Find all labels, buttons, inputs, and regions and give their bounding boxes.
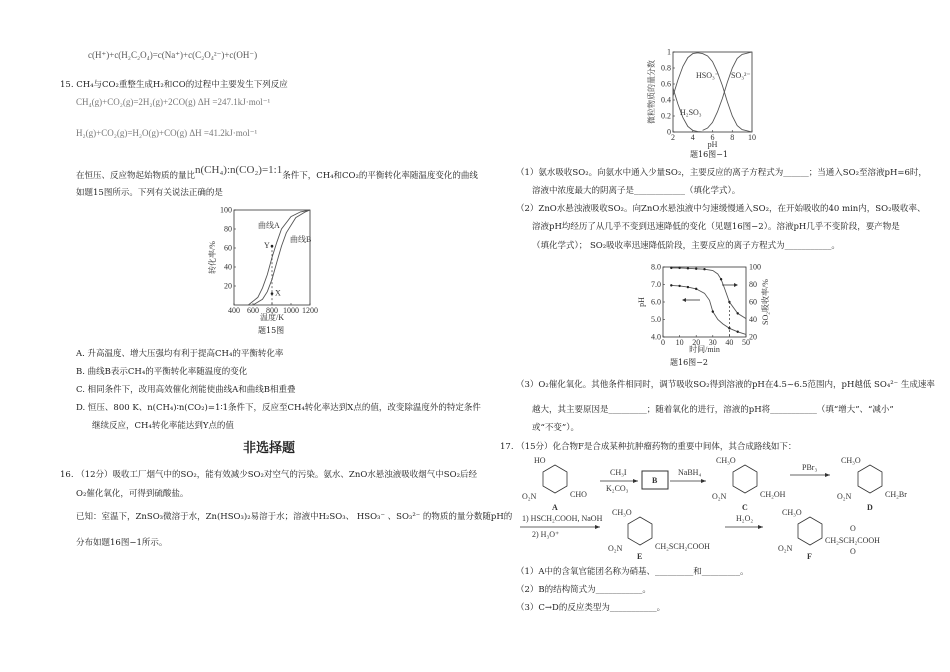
- y-axis-label: 转化率/%: [208, 241, 217, 274]
- q17-part-2: （2）B的结构简式为___________。: [516, 585, 651, 595]
- figure-16-2-chart: [630, 255, 780, 355]
- x-tick-label: 40: [725, 338, 734, 347]
- y-tick-label: 100: [220, 205, 232, 215]
- y-right-tick-label: 100: [749, 262, 761, 272]
- y-tick-label: 0.8: [661, 63, 671, 73]
- f-substituent-no2: O₂N: [778, 544, 793, 553]
- q15-ratio: n(CH₄):n(CO₂)=1:1: [195, 164, 283, 176]
- point-x: [271, 292, 274, 295]
- e-substituent-ch2sch2cooh: CH₂SCH₂COOH: [655, 542, 710, 551]
- series-line-2: [703, 52, 752, 130]
- x-tick-label: 400: [228, 306, 240, 315]
- q15-stem: 15. CH₄与CO₂重整生成H₂和CO的过程中主要发生下列反应: [60, 80, 288, 90]
- x-tick-label: 6: [710, 133, 715, 142]
- y-right-tick-label: 60: [749, 297, 757, 307]
- figure-15-chart: [210, 200, 330, 325]
- data-point: [695, 268, 697, 270]
- x-tick-label: 10: [675, 338, 684, 347]
- series-label-so3: SO₃²⁻: [731, 71, 751, 80]
- c-substituent-och3: CH₃O: [716, 456, 736, 465]
- reagent-h2o2: H₂O₂: [736, 514, 754, 523]
- x-tick-label: 1000: [283, 306, 299, 315]
- benzene-ring-e: [628, 517, 652, 545]
- q15-condition-b: 条件下，CH₄和CO₂的平衡转化率随温度变化的曲线: [282, 171, 478, 181]
- synthesis-scheme: [520, 455, 920, 560]
- q16-part-3-cont2: 或“不变”）。: [532, 423, 579, 433]
- benzene-ring-d: [858, 465, 882, 493]
- q15-option-c: C. 相同条件下，改用高效催化剂能使曲线A和曲线B相重叠: [76, 385, 296, 395]
- q16-known: 已知：室温下，ZnSO₃微溶于水，Zn(HSO₃)₂易溶于水；溶液中H₂SO₃、 HSO₃⁻ 、SO₃²⁻ 的物质的量分数随pH的: [76, 512, 513, 522]
- section-title: 非选择题: [243, 441, 296, 456]
- q16-stem-2: O₂催化氧化，可得到硫酸盐。: [76, 489, 189, 499]
- figure-16-1-chart: [640, 40, 770, 149]
- f-sulfonyl-o-bottom: O: [850, 547, 856, 556]
- reagent-hsch2cooh: 1) HSCH₂COOH, NaOH: [522, 514, 603, 523]
- a-substituent-no2: O₂N: [522, 492, 537, 501]
- y-right-tick-label: 20: [749, 332, 757, 342]
- a-substituent-ho: HO: [534, 456, 546, 465]
- benzene-ring-c: [733, 465, 757, 493]
- x-tick-label: 2: [671, 133, 675, 142]
- y-axis-label: 微粒物质的量分数: [647, 60, 656, 124]
- plot-frame: [673, 52, 752, 132]
- y-tick-label: 0.2: [661, 111, 671, 121]
- e-substituent-no2: O₂N: [608, 544, 623, 553]
- q17-part-1: （1）A中的含氧官能团名称为硝基、_________和_________。: [516, 567, 749, 577]
- y-tick-label: 8.0: [651, 262, 661, 272]
- y-tick-label: 0.6: [661, 79, 671, 89]
- q15-option-a: A. 升高温度、增大压强均有利于提高CH₄的平衡转化率: [76, 349, 284, 359]
- arrowhead-icon: [595, 525, 600, 529]
- q16-known-2: 分布如题16图−1所示。: [76, 538, 168, 548]
- f-sulfonyl-o-top: O: [850, 524, 856, 533]
- q15-option-b: B. 曲线B表示CH₄的平衡转化率随温度的变化: [76, 367, 248, 377]
- q16-part-2-cont2: （填化学式）； SO₂吸收率迅速降低阶段，主要反应的离子方程式为___________。: [532, 241, 840, 251]
- x-tick-label: 800: [266, 306, 278, 315]
- q16-part-1-cont: 溶液中浓度最大的阴离子是____________（填化学式）。: [532, 186, 741, 196]
- data-point: [670, 267, 672, 269]
- y-tick-label: 60: [224, 243, 232, 253]
- figure-16-1-caption: 题16图−1: [690, 150, 728, 159]
- f-substituent-och3: CH₃O: [782, 508, 802, 517]
- data-point: [737, 331, 739, 333]
- data-point: [712, 310, 714, 312]
- series-label-curve-a: 曲线A: [258, 221, 280, 230]
- q17-part-3: （3）C→D的反应类型为___________。: [516, 603, 666, 613]
- arrowhead-icon: [633, 479, 638, 483]
- y-tick-label: 5.0: [651, 315, 661, 324]
- q15-equation-2: H₂(g)+CO₂(g)=H₂O(g)+CO(g) ΔH =41.2kJ·mol⁻¹: [76, 128, 258, 138]
- q16-part-2-cont: 溶液pH均经历了从几乎不变到迅速降低的变化（见题16图−2）。溶液pH几乎不变阶段，要产物是: [532, 222, 900, 232]
- q15-option-d-cont: 继续反应，CH₄转化率能达到Y点的值: [92, 421, 234, 431]
- x-tick-label: 10: [748, 133, 756, 142]
- arrow-left-head: [682, 298, 686, 302]
- data-point: [720, 278, 722, 280]
- x-tick-label: 4: [690, 133, 695, 142]
- y-tick-label: 0: [667, 127, 671, 137]
- point-label-x: X: [275, 288, 281, 298]
- x-axis-label: pH: [707, 140, 718, 149]
- compound-c-label: C: [742, 503, 748, 512]
- figure-16-2-caption: 题16图−2: [670, 358, 708, 367]
- series-label-h2so3: H₂SO₃: [680, 108, 702, 117]
- x-tick-label: 0: [661, 338, 665, 347]
- y-right-axis-label: SO₂吸收率/%: [761, 279, 770, 325]
- reagent-k2co3: K₂CO₃: [606, 484, 629, 493]
- q16-part-3: （3）O₂催化氧化。其他条件相同时，调节吸收SO₂得到溶液的pH在4.5~6.5范围内，pH越低 SO₄²⁻ 生成速率: [516, 380, 935, 390]
- compound-d-label: D: [867, 503, 873, 512]
- benzene-ring-f: [798, 517, 822, 545]
- data-point: [687, 286, 689, 288]
- data-point: [695, 288, 697, 290]
- compound-a-label: A: [552, 503, 558, 512]
- y-tick-label: 0.4: [661, 95, 671, 105]
- data-point: [678, 267, 680, 269]
- e-substituent-och3: CH₃O: [612, 508, 632, 517]
- y-tick-label: 80: [224, 224, 232, 234]
- x-tick-label: 8: [730, 133, 735, 142]
- d-substituent-no2: O₂N: [837, 492, 852, 501]
- x-tick-label: 600: [247, 306, 259, 315]
- y-tick-label: 20: [224, 281, 232, 291]
- series-label-hso3: HSO₃⁻: [696, 71, 720, 80]
- point-y: [271, 245, 274, 248]
- x-tick-label: 1200: [302, 306, 318, 315]
- y-tick-label: 7.0: [651, 280, 661, 289]
- q15-condition-c: 如题15图所示。下列有关说法正确的是: [76, 188, 223, 198]
- q15-condition: [76, 165, 478, 182]
- x-tick-label: 20: [692, 338, 701, 347]
- x-axis-label: 时间/min: [689, 345, 720, 354]
- data-point: [703, 268, 705, 270]
- point-label-y: Y: [264, 241, 270, 251]
- q15-option-d: D. 恒压、800 K、n(CH₄)∶n(CO₂)=1∶1条件下，反应至CH₄转化率达到X点的值，改变除温度外的特定条件: [76, 403, 481, 413]
- benzene-ring-a: [543, 465, 567, 493]
- q17-stem: 17. （15分）化合物F是合成某种抗肿瘤药物的重要中间体，其合成路线如下：: [500, 442, 797, 452]
- data-point: [670, 284, 672, 286]
- data-point: [737, 312, 739, 314]
- a-substituent-cho: CHO: [570, 490, 587, 499]
- arrowhead-icon: [701, 479, 706, 483]
- series-line-1: [673, 53, 752, 132]
- x-tick-label: 50: [742, 338, 750, 347]
- reagent-ch3i: CH₃I: [610, 468, 627, 477]
- reagent-h3o: 2) H₃O⁺: [532, 530, 560, 539]
- y-right-tick-label: 80: [749, 280, 757, 289]
- y-tick-label: 6.0: [651, 297, 661, 307]
- figure-15-caption: 题15图: [258, 326, 285, 335]
- c-substituent-ch2oh: CH₂OH: [760, 490, 786, 499]
- d-substituent-och3: CH₃O: [841, 456, 861, 465]
- y-right-tick-label: 40: [749, 315, 757, 324]
- y-tick-label: 40: [224, 262, 232, 272]
- q16-stem-1: 16. （12分）吸收工厂烟气中的SO₂，能有效减少SO₂对空气的污染。氨水、ZnO水悬浊液吸收烟气中SO₂后经: [60, 470, 477, 480]
- series-line-1: [671, 268, 746, 319]
- q16-part-2: （2）ZnO水悬浊液吸收SO₂。向ZnO水悬浊液中匀速缓慢通入SO₂，在开始吸收的40 min内，SO₂吸收率、: [516, 204, 926, 214]
- f-substituent-ch2so2ch2cooh: CH₂SCH₂COOH: [825, 536, 880, 545]
- q16-part-1: （1）氨水吸收SO₂。向氨水中通入少量SO₂，主要反应的离子方程式为______；当通入SO₂至溶液pH=6时，: [516, 168, 927, 178]
- y-axis-label: pH: [637, 297, 646, 307]
- plot-frame: [663, 267, 746, 337]
- data-point: [687, 267, 689, 269]
- previous-formula: c(H⁺)+c(H₂C₂O₄)=c(Na⁺)+c(C₂O₄²⁻)+c(OH⁻): [88, 50, 258, 60]
- reagent-nabh4: NaBH₄: [678, 468, 702, 477]
- arrowhead-icon: [825, 473, 830, 477]
- d-substituent-ch2br: CH₂Br: [885, 490, 907, 499]
- compound-b-label: B: [652, 476, 658, 485]
- x-axis-label: 温度/K: [260, 313, 284, 322]
- y-tick-label: 4.0: [651, 332, 661, 342]
- compound-e-label: E: [637, 552, 643, 561]
- arrowhead-icon: [758, 525, 763, 529]
- c-substituent-no2: O₂N: [712, 492, 727, 501]
- reagent-pbr3: PBr₃: [802, 463, 818, 472]
- x-tick-label: 30: [708, 338, 717, 347]
- y-tick-label: 1: [667, 47, 671, 57]
- q15-condition-a: 在恒压、反应物起始物质的量比: [76, 171, 196, 181]
- q15-equation-1: CH₄(g)+CO₂(g)=2H₂(g)+2CO(g) ΔH =247.1kJ·mol⁻¹: [76, 97, 271, 107]
- series-label-curve-b: 曲线B: [290, 235, 312, 244]
- data-point: [678, 285, 680, 287]
- compound-f-label: F: [807, 552, 812, 561]
- q16-part-3-cont: 越大，其主要原因是_________；随着氧化的进行，溶液的pH将___________（填“增大”、“减小”: [532, 405, 894, 415]
- arrow-right-head: [734, 283, 738, 287]
